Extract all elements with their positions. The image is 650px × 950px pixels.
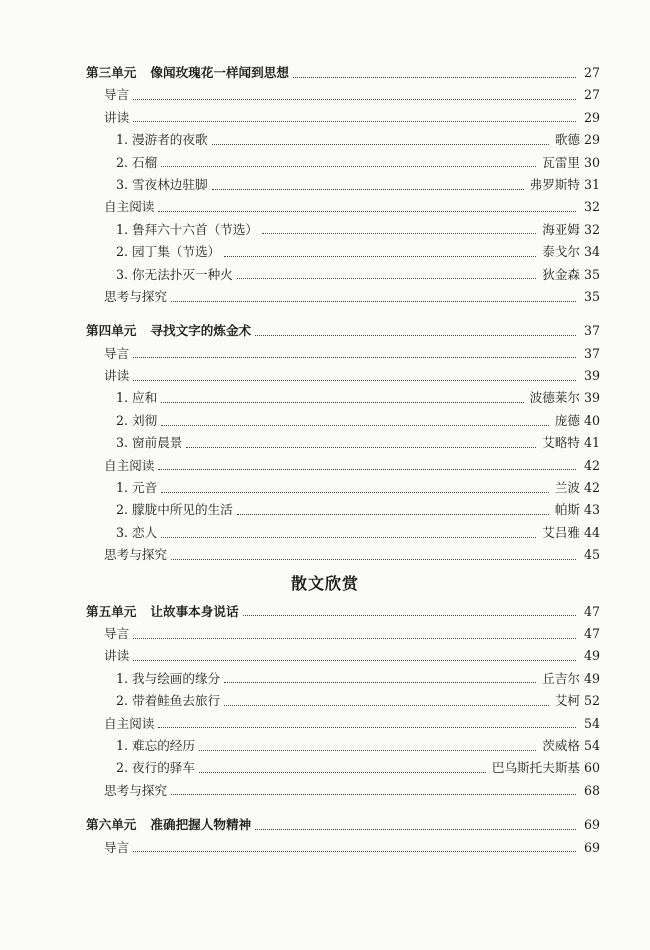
entry-author: 丘吉尔 <box>542 670 580 686</box>
dot-leader <box>237 506 549 515</box>
dot-leader <box>133 113 576 122</box>
page-number: 27 <box>583 65 600 80</box>
unit-number: 第五单元 <box>86 603 137 619</box>
entry-label: 思考与探究 <box>104 782 167 798</box>
dot-leader <box>237 270 536 279</box>
entry-author: 帕斯 <box>554 502 580 518</box>
toc-unit-heading[interactable] <box>86 601 600 623</box>
page-number: 41 <box>583 435 600 451</box>
entry-label: 讲读 <box>104 109 130 125</box>
toc-entry-think[interactable] <box>86 780 600 802</box>
page-number: 30 <box>583 154 600 170</box>
entry-label: 1. 鲁拜六十六首（节选） <box>116 221 258 237</box>
entry-author: 波德莱尔 <box>529 390 580 406</box>
entry-label: 自主阅读 <box>104 199 155 215</box>
page-number: 27 <box>583 87 600 103</box>
toc-entry-intro[interactable] <box>86 837 600 859</box>
page-number: 60 <box>583 760 600 776</box>
section-heading: 散文欣赏 <box>290 573 359 593</box>
entry-label: 导言 <box>104 839 130 855</box>
entry-label: 2. 带着鲑鱼去旅行 <box>116 693 221 709</box>
unit-title: 寻找文字的炼金术 <box>150 323 252 339</box>
page-number: 47 <box>583 603 600 619</box>
toc-entry-lecture[interactable] <box>86 365 600 387</box>
entry-author: 兰波 <box>554 480 580 496</box>
page-number: 37 <box>583 345 600 361</box>
entry-author: 海亚姆 <box>542 221 580 237</box>
page-number: 39 <box>583 390 600 406</box>
unit-title: 让故事本身说话 <box>150 603 239 619</box>
toc-entry-intro[interactable] <box>86 84 600 106</box>
dot-leader <box>171 293 576 302</box>
dot-leader <box>224 248 536 257</box>
dot-leader <box>243 607 576 616</box>
toc-unit-heading[interactable] <box>86 814 600 836</box>
entry-label: 导言 <box>104 87 130 103</box>
entry-label: 思考与探究 <box>104 288 167 304</box>
page-number: 42 <box>583 480 600 496</box>
toc-entry-item[interactable] <box>86 241 600 263</box>
page-number: 29 <box>583 109 600 125</box>
toc-entry-item[interactable] <box>86 264 600 286</box>
spacer <box>86 308 600 320</box>
page-number: 35 <box>583 288 600 304</box>
entry-label: 2. 石榴 <box>116 154 158 170</box>
page-number: 31 <box>583 176 600 192</box>
toc-entry-think[interactable] <box>86 286 600 308</box>
entry-author: 庞德 <box>554 412 580 428</box>
entry-author: 狄金森 <box>542 266 580 282</box>
dot-leader <box>186 439 536 448</box>
toc-entry-item[interactable] <box>86 174 600 196</box>
entry-label: 3. 窗前晨景 <box>116 435 183 451</box>
dot-leader <box>161 417 549 426</box>
dot-leader <box>161 529 536 538</box>
toc-entry-item[interactable] <box>86 410 600 432</box>
entry-label: 思考与探究 <box>104 547 167 563</box>
dot-leader <box>133 630 576 639</box>
entry-label: 3. 你无法扑灭一种火 <box>116 266 233 282</box>
dot-leader <box>133 372 576 381</box>
toc-entry-self-reading[interactable] <box>86 455 600 477</box>
toc-entry-item[interactable] <box>86 499 600 521</box>
entry-label: 自主阅读 <box>104 715 155 731</box>
entry-label: 导言 <box>104 625 130 641</box>
page-number: 52 <box>583 693 600 709</box>
entry-author: 巴乌斯托夫斯基 <box>491 760 580 776</box>
entry-label: 2. 园丁集（节选） <box>116 244 221 260</box>
entry-author: 艾略特 <box>542 435 580 451</box>
dot-leader <box>212 136 549 145</box>
toc-entry-item[interactable] <box>86 219 600 241</box>
page-number: 45 <box>583 547 600 563</box>
toc-entry-intro[interactable] <box>86 343 600 365</box>
toc-entry-item[interactable] <box>86 129 600 151</box>
page-number: 42 <box>583 457 600 473</box>
dot-leader <box>212 181 524 190</box>
page-number: 44 <box>583 524 600 540</box>
unit-title: 准确把握人物精神 <box>150 817 252 833</box>
toc-entry-think[interactable] <box>86 544 600 566</box>
entry-author: 歌德 <box>554 132 580 148</box>
entry-label: 1. 漫游者的夜歌 <box>116 132 208 148</box>
toc-entry-item[interactable] <box>86 522 600 544</box>
unit-number: 第四单元 <box>86 323 137 339</box>
page-number: 49 <box>583 648 600 664</box>
dot-leader <box>199 764 486 773</box>
toc-entry-item[interactable] <box>86 668 600 690</box>
entry-author: 瓦雷里 <box>542 154 580 170</box>
page-number: 47 <box>583 625 600 641</box>
entry-label: 3. 雪夜林边驻脚 <box>116 176 208 192</box>
dot-leader <box>199 742 536 751</box>
toc-entry-lecture[interactable] <box>86 645 600 667</box>
page-number: 40 <box>583 412 600 428</box>
dot-leader <box>133 843 576 852</box>
entry-author: 泰戈尔 <box>542 244 580 260</box>
page-number: 35 <box>583 266 600 282</box>
entry-author: 弗罗斯特 <box>529 176 580 192</box>
page-number: 34 <box>583 244 600 260</box>
page-number: 54 <box>583 737 600 753</box>
dot-leader <box>224 697 549 706</box>
dot-leader <box>262 225 536 234</box>
entry-label: 2. 朦胧中所见的生活 <box>116 502 233 518</box>
dot-leader <box>293 69 576 78</box>
entry-label: 讲读 <box>104 368 130 384</box>
page-number: 29 <box>583 132 600 148</box>
dot-leader <box>161 158 536 167</box>
dot-leader <box>224 674 536 683</box>
toc-entry-item[interactable] <box>86 735 600 757</box>
entry-label: 2. 刘彻 <box>116 412 158 428</box>
page-number: 32 <box>583 199 600 215</box>
toc-entry-item[interactable] <box>86 432 600 454</box>
page-number: 39 <box>583 368 600 384</box>
dot-leader <box>158 461 576 470</box>
entry-label: 导言 <box>104 345 130 361</box>
entry-label: 1. 我与绘画的缘分 <box>116 670 221 686</box>
entry-label: 2. 夜行的驿车 <box>116 760 195 776</box>
dot-leader <box>133 91 576 100</box>
toc-entry-intro[interactable] <box>86 623 600 645</box>
page-number: 69 <box>583 817 600 833</box>
page-number: 68 <box>583 782 600 798</box>
entry-label: 1. 难忘的经历 <box>116 737 195 753</box>
page-number: 69 <box>583 839 600 855</box>
page-number: 32 <box>583 221 600 237</box>
entry-author: 艾吕雅 <box>542 524 580 540</box>
unit-number: 第六单元 <box>86 817 137 833</box>
toc-unit-heading[interactable] <box>86 62 600 84</box>
page-number: 43 <box>583 502 600 518</box>
unit-title: 像闻玫瑰花一样闻到思想 <box>150 65 289 80</box>
dot-leader <box>133 652 576 661</box>
toc-entry-item[interactable] <box>86 152 600 174</box>
toc-entry-self-reading[interactable] <box>86 196 600 218</box>
entry-label: 讲读 <box>104 648 130 664</box>
toc-entry-item[interactable] <box>86 757 600 779</box>
dot-leader <box>171 551 576 560</box>
page-number: 37 <box>583 323 600 339</box>
page-number: 49 <box>583 670 600 686</box>
toc-entry-lecture[interactable] <box>86 107 600 129</box>
dot-leader <box>133 349 576 358</box>
entry-label: 1. 应和 <box>116 390 158 406</box>
toc-entry-item[interactable] <box>86 387 600 409</box>
entry-label: 1. 元音 <box>116 480 158 496</box>
entry-author: 艾柯 <box>554 693 580 709</box>
toc-entry-self-reading[interactable] <box>86 713 600 735</box>
toc-entry-item[interactable] <box>86 690 600 712</box>
dot-leader <box>255 327 576 336</box>
entry-label: 自主阅读 <box>104 457 155 473</box>
dot-leader <box>158 203 576 212</box>
entry-label: 3. 恋人 <box>116 524 158 540</box>
toc-entry-item[interactable] <box>86 477 600 499</box>
dot-leader <box>171 786 576 795</box>
unit-number: 第三单元 <box>86 65 137 80</box>
toc-unit-heading[interactable] <box>86 320 600 342</box>
dot-leader <box>255 821 576 830</box>
dot-leader <box>161 394 523 403</box>
page-number: 54 <box>583 715 600 731</box>
entry-author: 茨威格 <box>542 737 580 753</box>
spacer <box>86 802 600 814</box>
dot-leader <box>158 719 576 728</box>
dot-leader <box>161 484 549 493</box>
